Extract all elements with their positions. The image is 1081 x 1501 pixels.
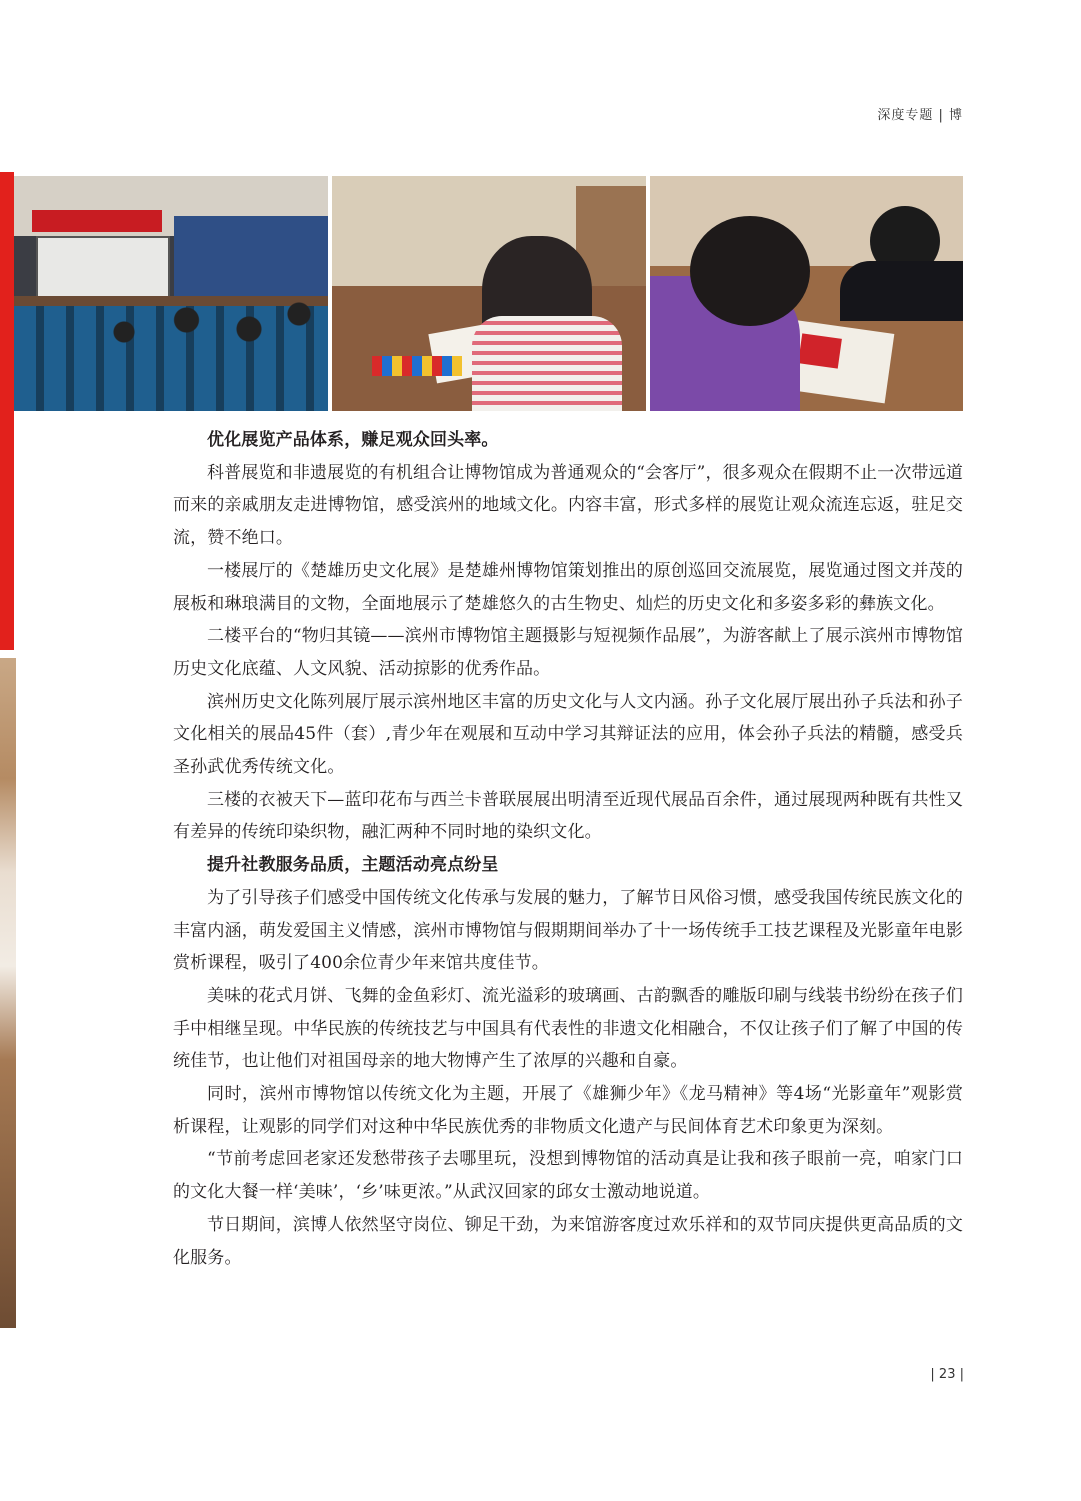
children-painting-photo [650,176,963,411]
section-heading: 优化展览产品体系，赚足观众回头率。 [207,430,499,450]
paragraph: “节前考虑回老家还发愁带孩子去哪里玩，没想到博物馆的活动真是让我和孩子眼前一亮，咱家门口的文化大餐一样‘美味’，‘乡’味更浓。”从武汉回家的邱女士激动地说道。 [173,1149,963,1203]
paragraph: 二楼平台的“物归其镜——滨州市博物馆主题摄影与短视频作品展”，为游客献上了展示滨州市博物馆历史文化底蕴、人文风貌、活动掠影的优秀作品。 [173,626,963,679]
section-header: 深度专题 | 博 [877,108,963,123]
paragraph: 滨州历史文化陈列展厅展示滨州地区丰富的历史文化与人文内涵。孙子文化展厅展出孙子兵法和孙子文化相关的展品45件（套）,青少年在观展和互动中学习其辩证法的应用，体会孙子兵法的精髓，感受兵圣孙武优秀传统文化。 [173,691,963,778]
auditorium-photo [14,176,328,411]
paragraph: 美味的花式月饼、飞舞的金鱼彩灯、流光溢彩的玻璃画、古韵飘香的雕版印刷与线装书纷纷在孩子们手中相继呈现。中华民族的传统技艺与中国具有代表性的非遗文化相融合，不仅让孩子们了解了中国的传统佳节，也让他们对祖国母亲的地大物博产生了浓厚的兴趣和自豪。 [173,985,963,1072]
section-heading: 提升社教服务品质，主题活动亮点纷呈 [207,855,499,876]
paragraph: 为了引导孩子们感受中国传统文化传承与发展的魅力，了解节日风俗习惯，感受我国传统民族文化的丰富内涵，萌发爱国主义情感，滨州市博物馆与假期期间举办了十一场传统手工技艺课程及光影童年电影赏析课程，吸引了400余位青少年来馆共度佳节。 [173,887,963,974]
accent-bar [0,172,14,650]
paragraph: 一楼展厅的《楚雄历史文化展》是楚雄州博物馆策划推出的原创巡回交流展览，展览通过图文并茂的展板和琳琅满目的文物，全面地展示了楚雄悠久的古生物史、灿烂的历史文化和多姿多彩的彝族文化。 [173,560,963,614]
article-body [173,424,963,1274]
paragraph: 三楼的衣被天下—蓝印花布与西兰卡普联展展出明清至近现代展品百余件，通过展现两种既有共性又有差异的传统印染织物，融汇两种不同时地的染织文化。 [173,789,963,843]
paragraph: 节日期间，滨博人依然坚守岗位、铆足干劲，为来馆游客度过欢乐祥和的双节同庆提供更高品质的文化服务。 [173,1214,963,1268]
paragraph: 同时，滨州市博物馆以传统文化为主题，开展了《雄狮少年》《龙马精神》等4场“光影童年”观影赏析课程，让观影的同学们对这种中华民族优秀的非物质文化遗产与民间体育艺术印象更为深刻。 [173,1084,963,1137]
side-photo-strip [0,658,16,1328]
page-number: | 23 | [930,1367,964,1382]
girl-painting-photo [332,176,646,411]
paragraph: 科普展览和非遗展览的有机组合让博物馆成为普通观众的“会客厅”，很多观众在假期不止一次带远道而来的亲戚朋友走进博物馆，感受滨州的地域文化。内容丰富，形式多样的展览让观众流连忘返，驻足交流，赞不绝口。 [173,462,963,549]
